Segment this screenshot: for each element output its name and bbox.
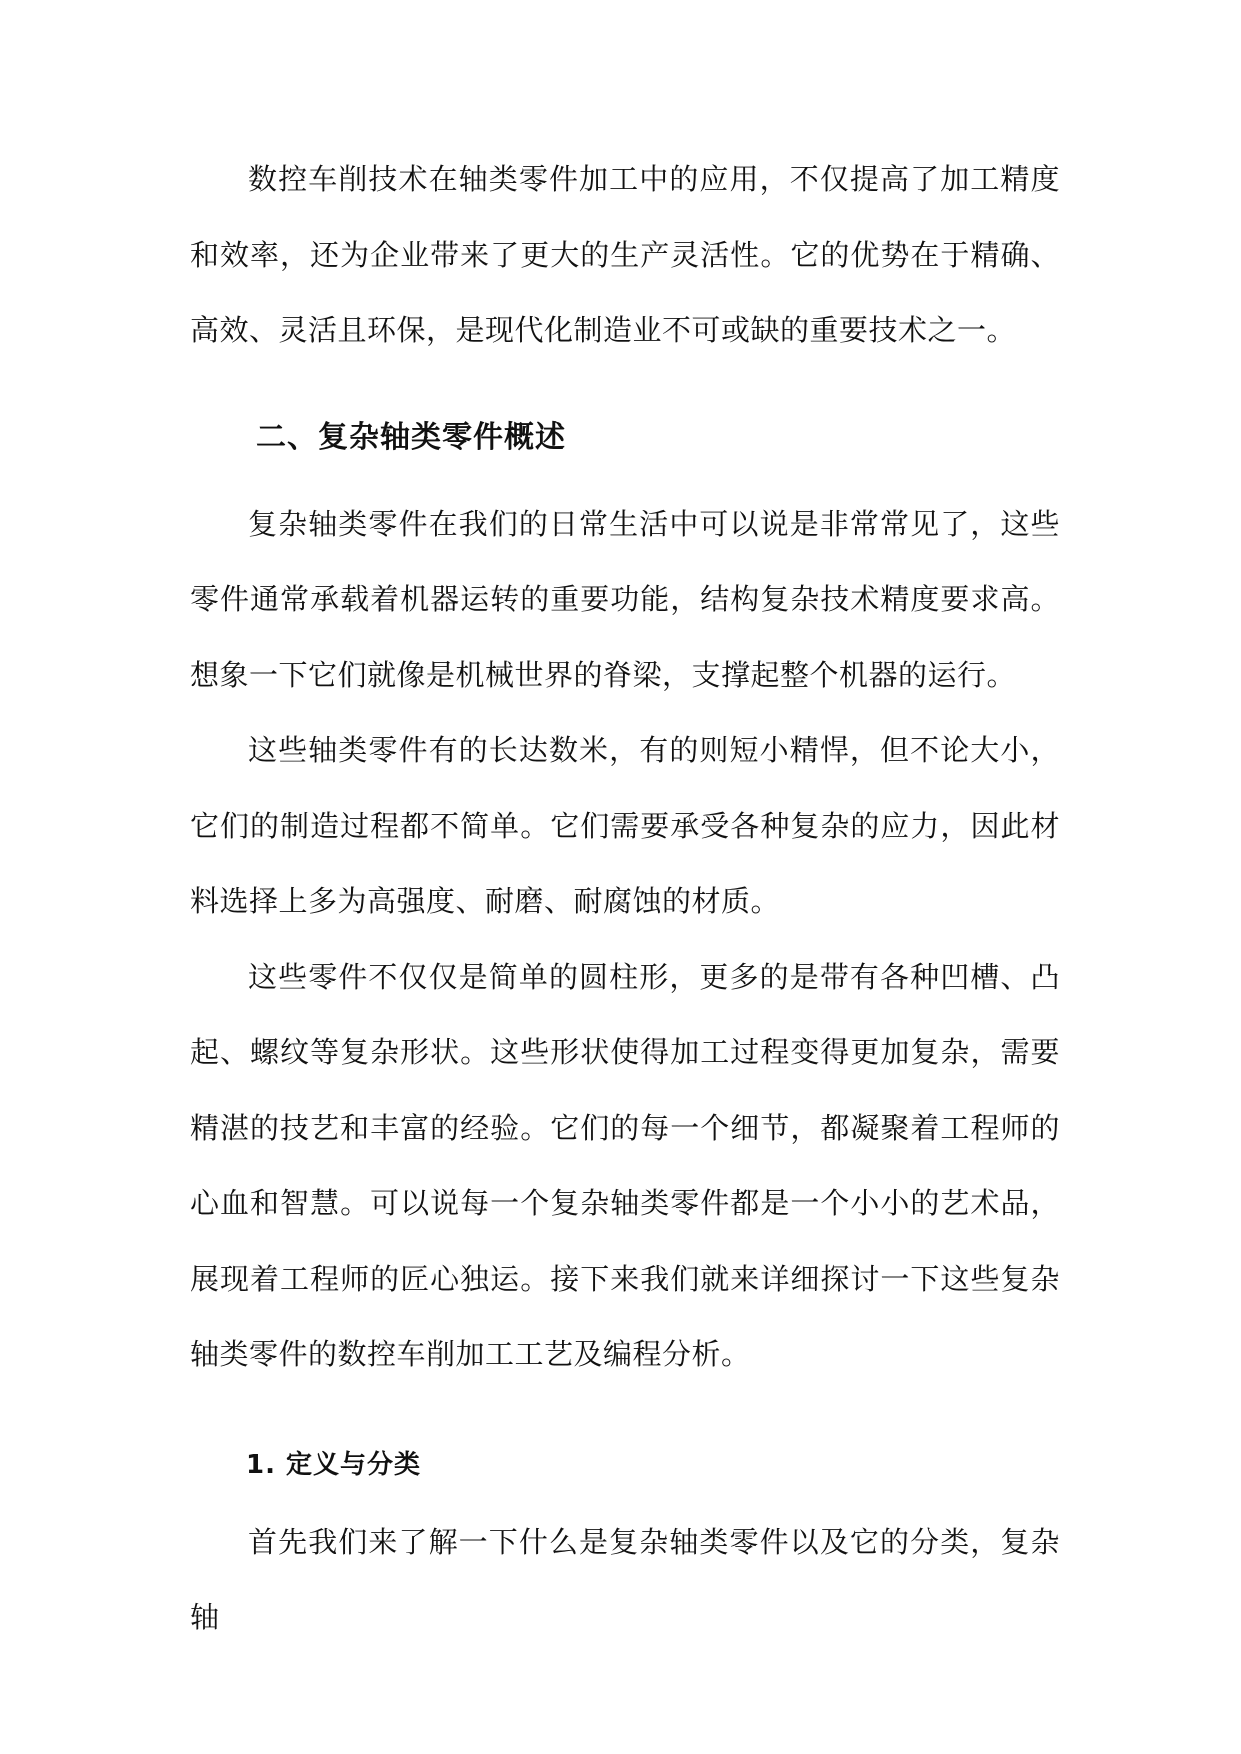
section-heading-complex-shaft-overview: 二、复杂轴类零件概述: [256, 419, 566, 455]
paragraph-shaft-size-and-material: 这些轴类零件有的长达数米，有的则短小精悍，但不论大小，它们的制造过程都不简单。它们需要承受各种复杂的应力，因此材料选择上多为高强度、耐磨、耐腐蚀的材质。: [190, 733, 1060, 918]
page-content: [190, 142, 1060, 1656]
subsection-heading-definition-classification: 1. 定义与分类: [246, 1449, 422, 1480]
paragraph-cnc-turning-application: 数控车削技术在轴类零件加工中的应用，不仅提高了加工精度和效率，还为企业带来了更大的生产灵活性。它的优势在于精确、高效、灵活且环保，是现代化制造业不可或缺的重要技术之一。: [190, 162, 1060, 347]
paragraph-shaft-shapes-and-craft: 这些零件不仅仅是简单的圆柱形，更多的是带有各种凹槽、凸起、螺纹等复杂形状。这些形状使得加工过程变得更加复杂，需要精湛的技艺和丰富的经验。它们的每一个细节，都凝聚着工程师的心血和智慧。可以说每一个复杂轴类零件都是一个小小的艺术品，展现着工程师的匠心独运。接下来我们就来详细探讨一下这些复杂轴类零件的数控车削加工工艺及编程分析。: [190, 959, 1060, 1371]
paragraph-complex-shaft-intro: 复杂轴类零件在我们的日常生活中可以说是非常常见了，这些零件通常承载着机器运转的重要功能，结构复杂技术精度要求高。想象一下它们就像是机械世界的脊梁，支撑起整个机器的运行。: [190, 506, 1060, 692]
paragraph-definition-start: 首先我们来了解一下什么是复杂轴类零件以及它的分类，复杂轴: [190, 1524, 1060, 1634]
